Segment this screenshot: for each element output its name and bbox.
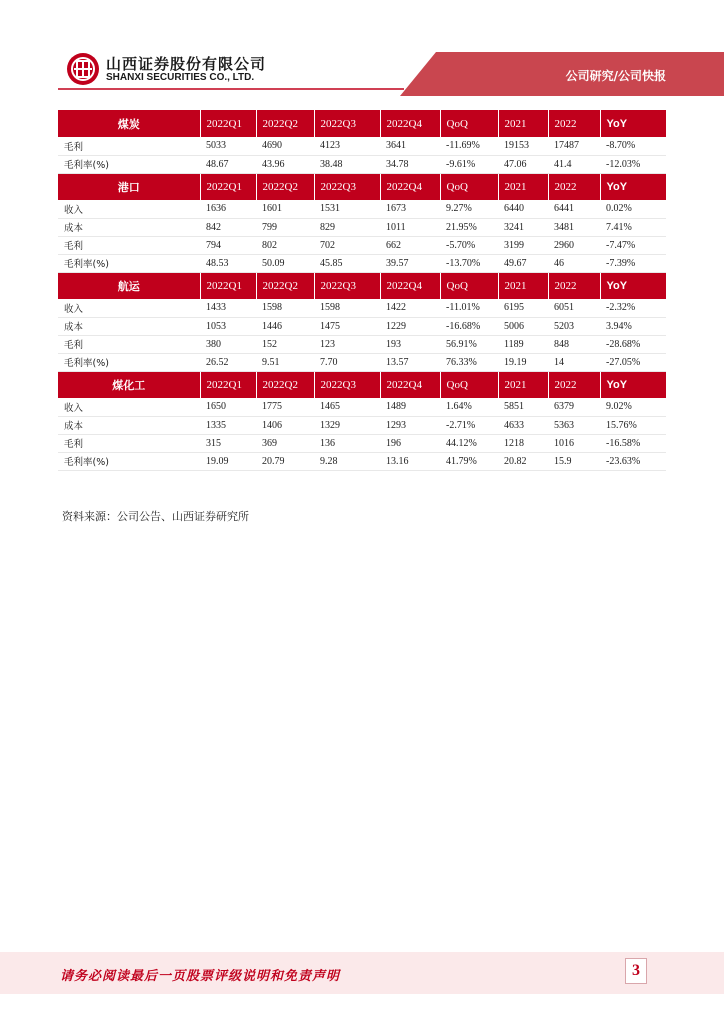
table-cell: 315 (200, 434, 256, 452)
column-header: YoY (600, 272, 666, 299)
table-cell: 6195 (498, 299, 548, 317)
row-label: 成本 (58, 218, 200, 236)
table-cell: -12.03% (600, 155, 666, 173)
table-cell: 5363 (548, 416, 600, 434)
row-label: 收入 (58, 398, 200, 416)
column-header: YoY (600, 110, 666, 137)
company-logo (66, 52, 100, 86)
table-cell: -7.47% (600, 236, 666, 254)
table-cell: 34.78 (380, 155, 440, 173)
table-cell: 4690 (256, 137, 314, 155)
column-header: 2021 (498, 173, 548, 200)
column-header: 2022Q3 (314, 173, 380, 200)
table-cell: -13.70% (440, 254, 498, 272)
table-cell: -16.58% (600, 434, 666, 452)
table-cell: 380 (200, 335, 256, 353)
table-cell: 1422 (380, 299, 440, 317)
table-cell: 6441 (548, 200, 600, 218)
table-cell: 1406 (256, 416, 314, 434)
table-cell: 1598 (256, 299, 314, 317)
source-note: 资料来源：公司公告、山西证券研究所 (62, 510, 249, 523)
table-cell: 193 (380, 335, 440, 353)
table-cell: -11.69% (440, 137, 498, 155)
table-cell: 1601 (256, 200, 314, 218)
column-header: 2022Q4 (380, 173, 440, 200)
table-cell: 1218 (498, 434, 548, 452)
table-cell: -7.39% (600, 254, 666, 272)
table-cell: -2.71% (440, 416, 498, 434)
column-header: 2022Q1 (200, 173, 256, 200)
row-label: 毛利 (58, 236, 200, 254)
table-cell: 44.12% (440, 434, 498, 452)
company-name-en: SHANXI SECURITIES CO., LTD. (106, 72, 255, 83)
table-row (58, 299, 666, 317)
table-cell: 38.48 (314, 155, 380, 173)
row-label: 毛利率(%) (58, 155, 200, 173)
table-cell: 2960 (548, 236, 600, 254)
table-cell: 7.70 (314, 353, 380, 371)
table-cell: 26.52 (200, 353, 256, 371)
table-cell: 49.67 (498, 254, 548, 272)
table-cell: 9.51 (256, 353, 314, 371)
column-header: 2022Q4 (380, 272, 440, 299)
table-cell: 48.67 (200, 155, 256, 173)
table-cell: 3481 (548, 218, 600, 236)
column-header: 2022 (548, 110, 600, 137)
column-header: 2022Q3 (314, 272, 380, 299)
table-cell: 1016 (548, 434, 600, 452)
column-header: 2022 (548, 272, 600, 299)
table-cell: 3241 (498, 218, 548, 236)
section-title: 港口 (58, 173, 200, 200)
table-cell: 662 (380, 236, 440, 254)
table-cell: -9.61% (440, 155, 498, 173)
table-cell: -11.01% (440, 299, 498, 317)
row-label: 毛利 (58, 335, 200, 353)
table-cell: 7.41% (600, 218, 666, 236)
row-label: 毛利 (58, 434, 200, 452)
table-cell: -27.05% (600, 353, 666, 371)
table-cell: 3641 (380, 137, 440, 155)
table-cell: 1433 (200, 299, 256, 317)
section-title: 煤化工 (58, 371, 200, 398)
row-label: 毛利率(%) (58, 254, 200, 272)
column-header: 2022Q1 (200, 371, 256, 398)
table-cell: 9.27% (440, 200, 498, 218)
table-cell: 1329 (314, 416, 380, 434)
column-header: QoQ (440, 110, 498, 137)
table-cell: 43.96 (256, 155, 314, 173)
table-cell: 1636 (200, 200, 256, 218)
table-cell: 50.09 (256, 254, 314, 272)
table-cell: 1229 (380, 317, 440, 335)
table-cell: -2.32% (600, 299, 666, 317)
table-cell: 4123 (314, 137, 380, 155)
table-cell: 19.09 (200, 452, 256, 470)
table-cell: 799 (256, 218, 314, 236)
company-name-cn: 山西证券股份有限公司 (106, 55, 267, 73)
table-row (58, 155, 666, 173)
table-cell: 1465 (314, 398, 380, 416)
table-cell: 15.9 (548, 452, 600, 470)
table-cell: 9.28 (314, 452, 380, 470)
table-cell: 5033 (200, 137, 256, 155)
table-cell: 13.57 (380, 353, 440, 371)
column-header: 2022Q2 (256, 173, 314, 200)
column-header: 2022Q2 (256, 110, 314, 137)
table-cell: 15.76% (600, 416, 666, 434)
table-row (58, 137, 666, 155)
table-cell: 6440 (498, 200, 548, 218)
table-cell: 123 (314, 335, 380, 353)
column-header: QoQ (440, 272, 498, 299)
table-cell: 6051 (548, 299, 600, 317)
table-cell: 14 (548, 353, 600, 371)
column-header: 2022Q4 (380, 110, 440, 137)
table-cell: 848 (548, 335, 600, 353)
segment-financials-table (58, 110, 666, 471)
column-header: 2021 (498, 110, 548, 137)
table-cell: 1053 (200, 317, 256, 335)
report-type-tag: 公司研究/公司快报 (565, 69, 666, 83)
table-cell: 13.16 (380, 452, 440, 470)
table-row (58, 218, 666, 236)
table-cell: 19153 (498, 137, 548, 155)
column-header: 2022Q4 (380, 371, 440, 398)
table-row (58, 335, 666, 353)
column-header: 2021 (498, 371, 548, 398)
table-row (58, 416, 666, 434)
table-cell: 5851 (498, 398, 548, 416)
table-cell: 1335 (200, 416, 256, 434)
table-cell: 152 (256, 335, 314, 353)
table-cell: 702 (314, 236, 380, 254)
column-header: 2021 (498, 272, 548, 299)
table-cell: 1673 (380, 200, 440, 218)
table-row (58, 452, 666, 470)
table-cell: 48.53 (200, 254, 256, 272)
table-row (58, 317, 666, 335)
table-cell: 1775 (256, 398, 314, 416)
column-header: 2022Q1 (200, 272, 256, 299)
column-header: QoQ (440, 371, 498, 398)
table-cell: 1650 (200, 398, 256, 416)
table-cell: 45.85 (314, 254, 380, 272)
column-header: 2022Q1 (200, 110, 256, 137)
table-cell: 46 (548, 254, 600, 272)
table-cell: 802 (256, 236, 314, 254)
row-label: 成本 (58, 317, 200, 335)
table-cell: 41.79% (440, 452, 498, 470)
table-cell: -8.70% (600, 137, 666, 155)
table-cell: 1011 (380, 218, 440, 236)
table-cell: 794 (200, 236, 256, 254)
table-cell: 3.94% (600, 317, 666, 335)
table-cell: 1189 (498, 335, 548, 353)
row-label: 毛利率(%) (58, 452, 200, 470)
table-cell: 19.19 (498, 353, 548, 371)
table-cell: -23.63% (600, 452, 666, 470)
row-label: 收入 (58, 200, 200, 218)
table-cell: -16.68% (440, 317, 498, 335)
page-footer (0, 952, 724, 994)
table-cell: 56.91% (440, 335, 498, 353)
table-cell: 842 (200, 218, 256, 236)
section-header-row (58, 272, 666, 299)
column-header: 2022Q3 (314, 371, 380, 398)
table-cell: 39.57 (380, 254, 440, 272)
table-cell: 3199 (498, 236, 548, 254)
column-header: 2022 (548, 173, 600, 200)
row-label: 成本 (58, 416, 200, 434)
row-label: 毛利率(%) (58, 353, 200, 371)
page-header (0, 0, 724, 96)
table-cell: 136 (314, 434, 380, 452)
disclaimer-notice: 请务必阅读最后一页股票评级说明和免责声明 (60, 969, 341, 984)
table-cell: 20.79 (256, 452, 314, 470)
table-row (58, 434, 666, 452)
section-header-row (58, 173, 666, 200)
table-row (58, 398, 666, 416)
table-cell: 1.64% (440, 398, 498, 416)
table-cell: 6379 (548, 398, 600, 416)
table-cell: 1598 (314, 299, 380, 317)
table-cell: 4633 (498, 416, 548, 434)
table-cell: 196 (380, 434, 440, 452)
table-cell: 76.33% (440, 353, 498, 371)
section-title: 煤炭 (58, 110, 200, 137)
table-cell: 5006 (498, 317, 548, 335)
column-header: 2022Q2 (256, 371, 314, 398)
table-cell: 1446 (256, 317, 314, 335)
column-header: 2022Q2 (256, 272, 314, 299)
table-row (58, 353, 666, 371)
page-number: 3 (625, 958, 647, 984)
column-header: QoQ (440, 173, 498, 200)
table-row (58, 200, 666, 218)
section-header-row (58, 110, 666, 137)
table-cell: 1293 (380, 416, 440, 434)
table-cell: 20.82 (498, 452, 548, 470)
table-cell: 5203 (548, 317, 600, 335)
column-header: YoY (600, 371, 666, 398)
row-label: 收入 (58, 299, 200, 317)
table-cell: 9.02% (600, 398, 666, 416)
table-cell: 1475 (314, 317, 380, 335)
table-cell: 47.06 (498, 155, 548, 173)
row-label: 毛利 (58, 137, 200, 155)
table-row (58, 254, 666, 272)
column-header: YoY (600, 173, 666, 200)
table-cell: 829 (314, 218, 380, 236)
table-cell: 21.95% (440, 218, 498, 236)
table-cell: 1531 (314, 200, 380, 218)
table-row (58, 236, 666, 254)
table-cell: 17487 (548, 137, 600, 155)
section-header-row (58, 371, 666, 398)
table-cell: 1489 (380, 398, 440, 416)
column-header: 2022 (548, 371, 600, 398)
section-title: 航运 (58, 272, 200, 299)
column-header: 2022Q3 (314, 110, 380, 137)
table-cell: -5.70% (440, 236, 498, 254)
table-cell: 41.4 (548, 155, 600, 173)
table-cell: -28.68% (600, 335, 666, 353)
table-cell: 0.02% (600, 200, 666, 218)
table-cell: 369 (256, 434, 314, 452)
